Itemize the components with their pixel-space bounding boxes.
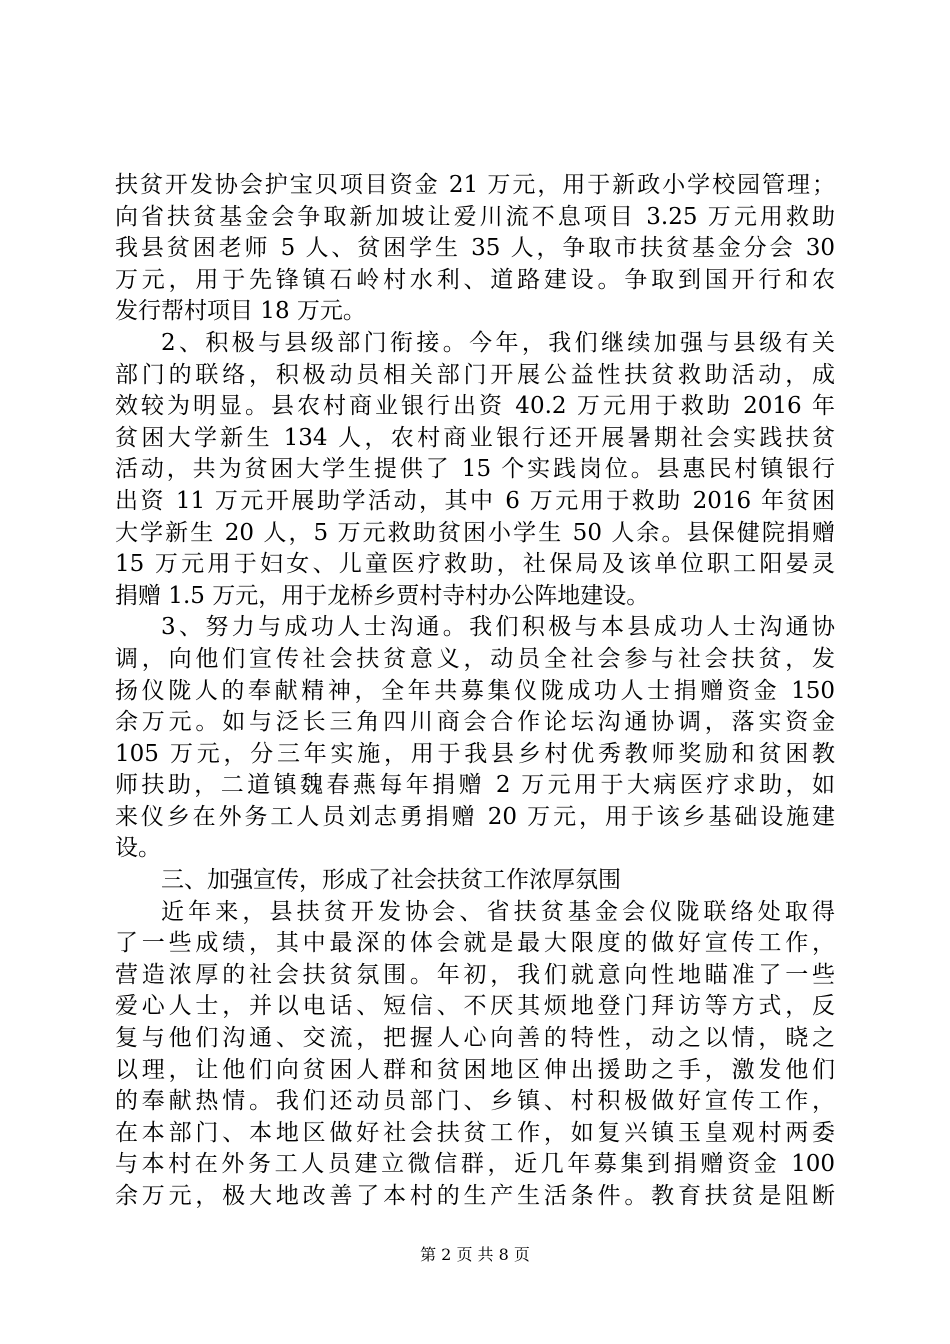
text-line: 了一些成绩，其中最深的体会就是最大限度的做好宣传工作， <box>115 930 835 957</box>
text-line: 扶贫开发协会护宝贝项目资金 21 万元，用于新政小学校园管理； <box>115 172 835 198</box>
text-line: 复与他们沟通、交流，把握人心向善的特性，动之以情，晓之 <box>115 1025 835 1052</box>
text-line: 贫困大学新生 134 人，农村商业银行还开展暑期社会实践扶贫 <box>115 424 835 451</box>
text-line: 2、积极与县级部门衔接。今年，我们继续加强与县级有关 <box>161 329 835 356</box>
text-line: 师扶助，二道镇魏春燕每年捐赠 2 万元用于大病医疗求助，如 <box>115 772 835 799</box>
text-line: 设。 <box>115 835 161 862</box>
text-line: 万元，用于先锋镇石岭村水利、道路建设。争取到国开行和农 <box>115 266 835 293</box>
text-line: 活动，共为贫困大学生提供了 15 个实践岗位。县惠民村镇银行 <box>115 456 835 483</box>
text-line: 近年来，县扶贫开发协会、省扶贫基金会仪陇联络处取得 <box>161 898 835 925</box>
text-line: 大学新生 20 人，5 万元救助贫困小学生 50 人余。县保健院捐赠 <box>115 519 835 546</box>
text-line: 我县贫困老师 5 人、贫困学生 35 人，争取市扶贫基金分会 30 <box>115 235 835 262</box>
page-footer: 第 2 页 共 8 页 <box>420 1245 530 1264</box>
text-line: 营造浓厚的社会扶贫氛围。年初，我们就意向性地瞄准了一些 <box>115 961 835 988</box>
body-text <box>115 170 835 1213</box>
text-line: 的奉献热情。我们还动员部门、乡镇、村积极做好宣传工作， <box>115 1088 835 1115</box>
text-line: 105 万元，分三年实施，用于我县乡村优秀教师奖励和贫困教 <box>115 740 835 767</box>
text-line: 调，向他们宣传社会扶贫意义，动员全社会参与社会扶贫，发 <box>115 645 835 672</box>
text-line: 来仪乡在外务工人员刘志勇捐赠 20 万元，用于该乡基础设施建 <box>115 803 835 830</box>
text-line: 发行帮村项目 18 万元。 <box>115 298 366 325</box>
text-line: 以理，让他们向贫困人群和贫困地区伸出援助之手，激发他们 <box>115 1056 835 1083</box>
text-line: 3、努力与成功人士沟通。我们积极与本县成功人士沟通协 <box>161 614 835 641</box>
text-line: 效较为明显。县农村商业银行出资 40.2 万元用于救助 2016 年 <box>115 393 835 420</box>
text-line: 出资 11 万元开展助学活动，其中 6 万元用于救助 2016 年贫困 <box>115 487 835 514</box>
text-line: 部门的联络，积极动员相关部门开展公益性扶贫救助活动，成 <box>115 361 835 388</box>
text-line: 爱心人士，并以电话、短信、不厌其烦地登门拜访等方式，反 <box>115 993 835 1020</box>
text-line: 余万元。如与泛长三角四川商会合作论坛沟通协调，落实资金 <box>115 709 835 736</box>
text-line: 余万元，极大地改善了本村的生产生活条件。教育扶贫是阻断 <box>115 1183 835 1209</box>
text-line: 在本部门、本地区做好社会扶贫工作，如复兴镇玉皇观村两委 <box>115 1119 835 1146</box>
text-line: 扬仪陇人的奉献精神，全年共募集仪陇成功人士捐赠资金 150 <box>115 677 835 704</box>
text-line: 三、加强宣传，形成了社会扶贫工作浓厚氛围 <box>161 867 621 894</box>
text-line: 与本村在外务工人员建立微信群，近几年募集到捐赠资金 100 <box>115 1151 835 1178</box>
text-line: 向省扶贫基金会争取新加坡让爱川流不息项目 3.25 万元用救助 <box>115 203 835 230</box>
text-line: 15 万元用于妇女、儿童医疗救助，社保局及该单位职工阳晏灵 <box>115 551 835 578</box>
text-line: 捐赠 1.5 万元，用于龙桥乡贾村寺村办公阵地建设。 <box>115 582 650 609</box>
